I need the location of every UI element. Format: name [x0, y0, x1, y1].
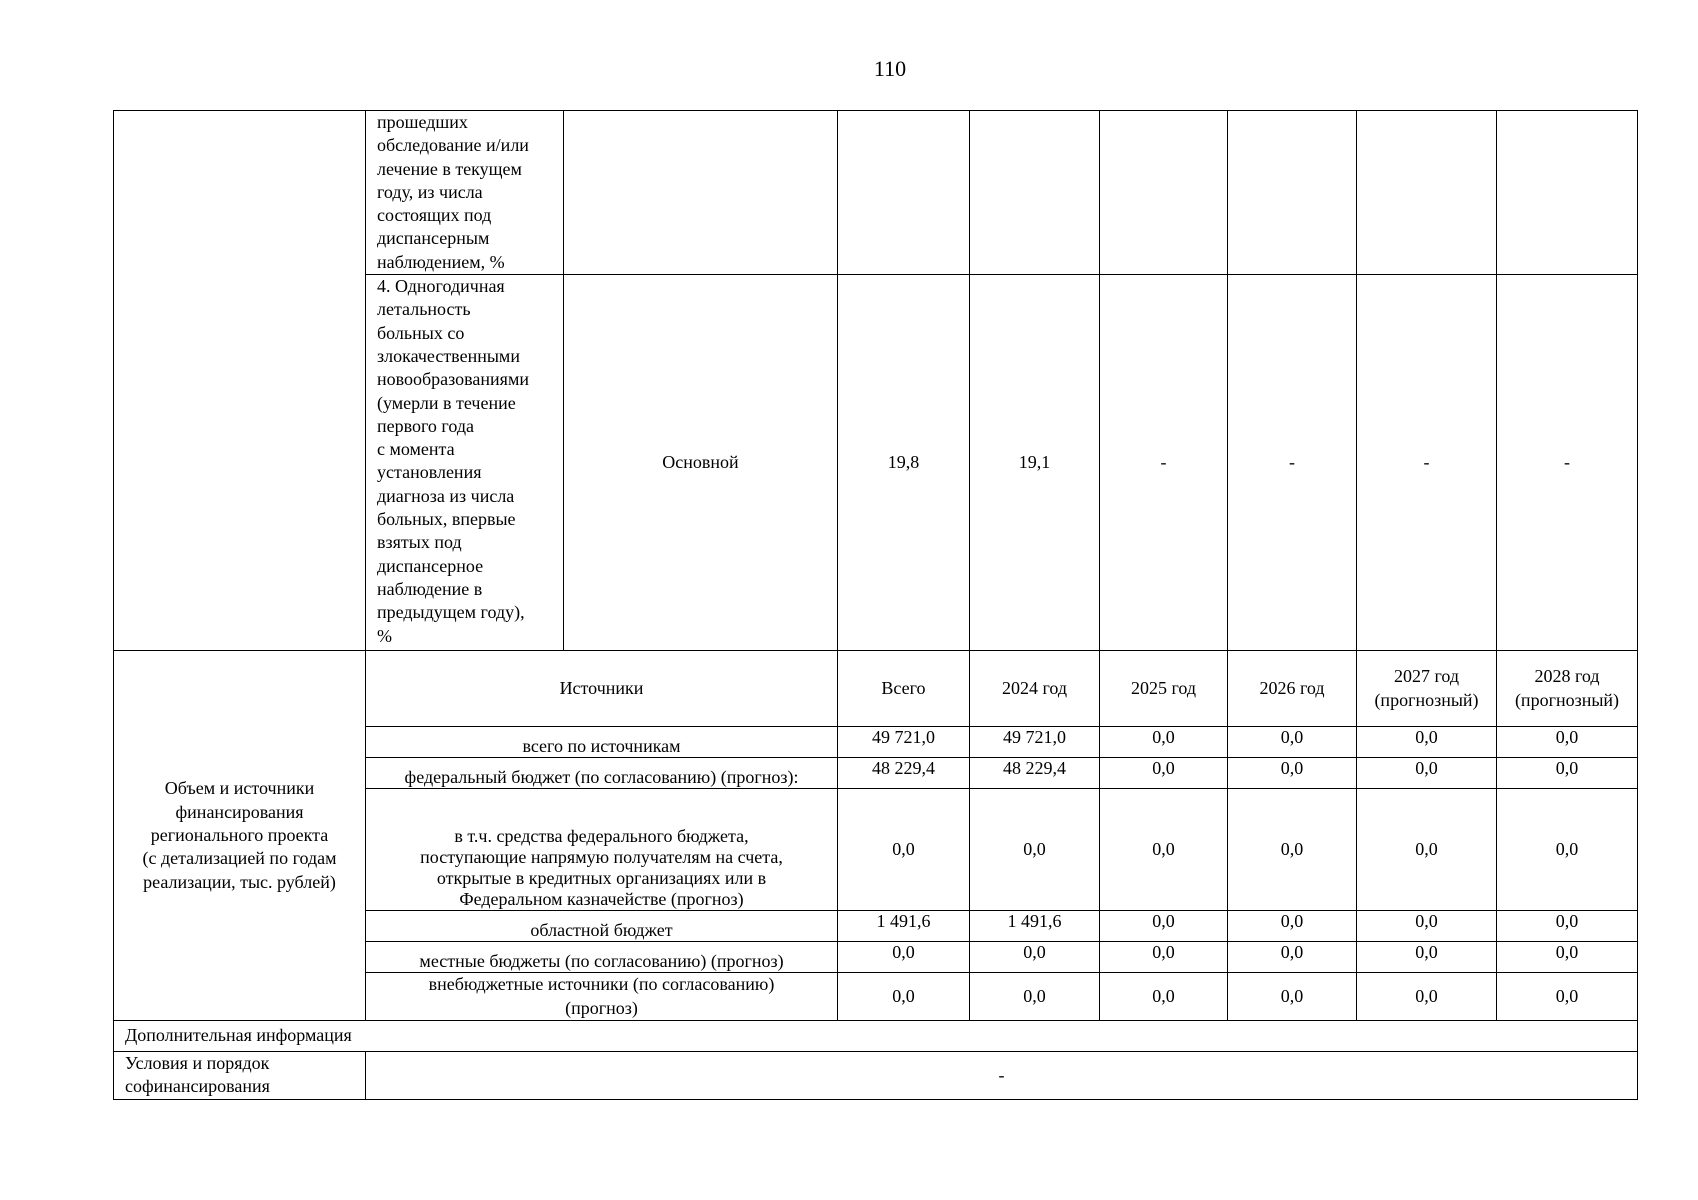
value-2026: 0,0: [1228, 973, 1357, 1021]
indicator-2024: 19,1: [970, 275, 1100, 651]
value-2027: 0,0: [1357, 942, 1497, 973]
financing-label: Объем и источники финансирования регионального проекта (с детализацией по годам реализации, тыс. рублей): [114, 651, 366, 1021]
value-2028: 0,0: [1497, 789, 1638, 911]
indicator-name: 4. Одногодичная летальность больных со злокачественными новообразованиями (умерли в течение первого года с момента установления диагноза из числа больных, впервые взятых под диспансерное наблюдение в предыдущем году), %: [366, 275, 564, 651]
indicator-name: прошедших обследование и/или лечение в текущем году, из числа состоящих под диспансерным наблюдением, %: [366, 111, 564, 275]
value-2024: 48 229,4: [970, 758, 1100, 789]
indicator-2025: [1100, 111, 1228, 275]
source-name: областной бюджет: [366, 911, 838, 942]
value-2028: 0,0: [1497, 973, 1638, 1021]
header-2027: 2027 год (прогнозный): [1357, 651, 1497, 727]
source-name: местные бюджеты (по согласованию) (прогноз): [366, 942, 838, 973]
header-sources: Источники: [366, 651, 838, 727]
source-name: в т.ч. средства федерального бюджета, поступающие напрямую получателям на счета, открытые в кредитных организациях или в Федеральном казначействе (прогноз): [366, 789, 838, 911]
value-total: 1 491,6: [838, 911, 970, 942]
indicator-base: [838, 111, 970, 275]
value-2027: 0,0: [1357, 911, 1497, 942]
header-2025: 2025 год: [1100, 651, 1228, 727]
value-2028: 0,0: [1497, 727, 1638, 758]
value-2026: 0,0: [1228, 789, 1357, 911]
indicator-2026: [1228, 111, 1357, 275]
source-name: всего по источникам: [366, 727, 838, 758]
value-2025: 0,0: [1100, 758, 1228, 789]
header-total: Всего: [838, 651, 970, 727]
indicator-2027: -: [1357, 275, 1497, 651]
value-2025: 0,0: [1100, 911, 1228, 942]
value-2027: 0,0: [1357, 758, 1497, 789]
cofinancing-label: Условия и порядок софинансирования: [114, 1052, 366, 1100]
indicator-2026: -: [1228, 275, 1357, 651]
value-2026: 0,0: [1228, 727, 1357, 758]
value-2024: 49 721,0: [970, 727, 1100, 758]
additional-info: Дополнительная информация: [114, 1021, 1638, 1052]
indicator-type: Основной: [564, 275, 838, 651]
value-total: 48 229,4: [838, 758, 970, 789]
header-2026: 2026 год: [1228, 651, 1357, 727]
indicator-2028: [1497, 111, 1638, 275]
value-2027: 0,0: [1357, 727, 1497, 758]
indicator-type: [564, 111, 838, 275]
value-total: 49 721,0: [838, 727, 970, 758]
indicator-2025: -: [1100, 275, 1228, 651]
header-2024: 2024 год: [970, 651, 1100, 727]
cofinancing-value: -: [366, 1052, 1638, 1100]
indicator-base: 19,8: [838, 275, 970, 651]
cofinancing-row: [114, 1052, 1638, 1100]
value-2026: 0,0: [1228, 942, 1357, 973]
source-name: федеральный бюджет (по согласованию) (прогноз):: [366, 758, 838, 789]
indicator-2028: -: [1497, 275, 1638, 651]
value-2025: 0,0: [1100, 789, 1228, 911]
blank-cell: [114, 111, 366, 651]
value-2028: 0,0: [1497, 942, 1638, 973]
value-2024: 1 491,6: [970, 911, 1100, 942]
value-2024: 0,0: [970, 942, 1100, 973]
value-2027: 0,0: [1357, 973, 1497, 1021]
value-2025: 0,0: [1100, 942, 1228, 973]
value-total: 0,0: [838, 789, 970, 911]
source-name: внебюджетные источники (по согласованию) (прогноз): [366, 973, 838, 1021]
indicator-2024: [970, 111, 1100, 275]
value-2024: 0,0: [970, 789, 1100, 911]
value-2025: 0,0: [1100, 973, 1228, 1021]
value-2025: 0,0: [1100, 727, 1228, 758]
value-total: 0,0: [838, 942, 970, 973]
header-2028: 2028 год (прогнозный): [1497, 651, 1638, 727]
value-total: 0,0: [838, 973, 970, 1021]
value-2026: 0,0: [1228, 911, 1357, 942]
value-2027: 0,0: [1357, 789, 1497, 911]
financing-header-row: [114, 651, 1638, 727]
value-2026: 0,0: [1228, 758, 1357, 789]
indicator-row: [114, 111, 1638, 275]
value-2024: 0,0: [970, 973, 1100, 1021]
value-2028: 0,0: [1497, 911, 1638, 942]
indicator-2027: [1357, 111, 1497, 275]
additional-info-row: [114, 1021, 1638, 1052]
passport-table: [113, 110, 1638, 1100]
value-2028: 0,0: [1497, 758, 1638, 789]
page-number: 110: [873, 56, 907, 81]
